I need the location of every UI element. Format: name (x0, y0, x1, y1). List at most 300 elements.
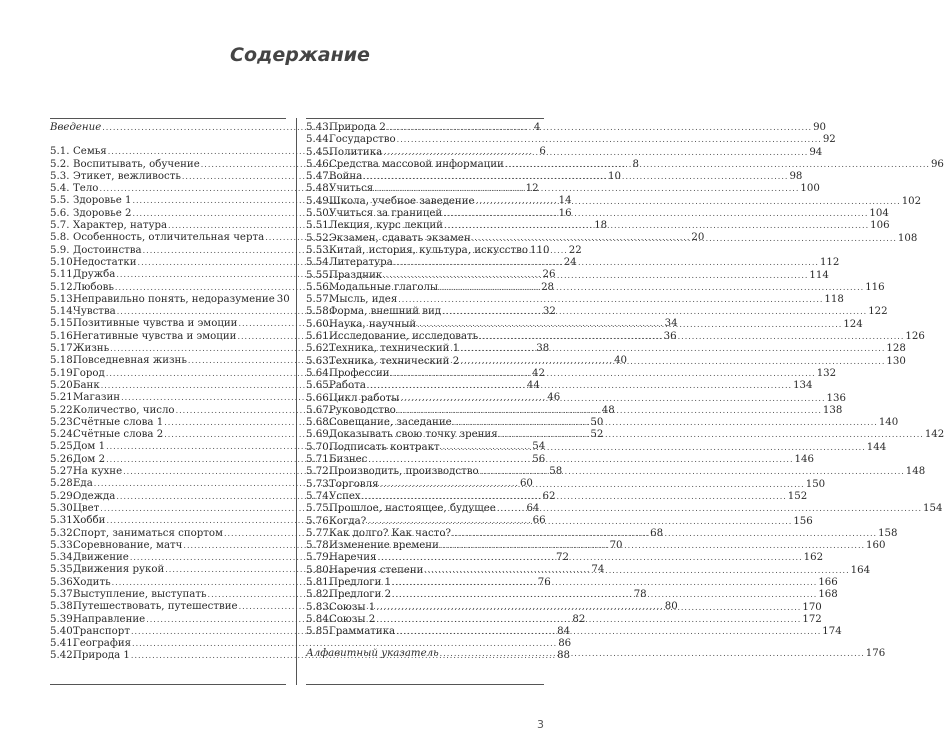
toc-entry-number: 5.21. (50, 392, 76, 404)
toc-entry-title: Банк (73, 379, 100, 391)
toc-entry-number: 5.6. (50, 207, 70, 219)
toc-entry-page: 28 (541, 281, 555, 293)
toc-entry-number: 5.80. (306, 564, 332, 576)
toc-entry-page: 104 (869, 208, 889, 220)
toc-entry-number: 5.73. (306, 478, 332, 490)
toc-entry-title: Наречия (329, 552, 377, 564)
toc-entry-number: 5.61. (306, 331, 332, 343)
toc-entry-page: 94 (809, 146, 823, 158)
toc-entry-title: Счётные слова 1 (73, 416, 164, 428)
toc-entry-page: 96 (930, 158, 944, 170)
toc-leader-dots (397, 134, 822, 146)
toc-entry-title: Любовь (73, 281, 114, 293)
toc-entry-title: Учиться (329, 183, 374, 195)
toc-entry-title: Экзамен, сдавать экзамен (329, 232, 471, 244)
toc-entry-title: Союзы 1 (329, 601, 376, 613)
toc-entry-page: 6 (539, 146, 546, 158)
toc-leader-dots (443, 208, 868, 220)
toc-entry[interactable] (306, 183, 820, 195)
toc-leader-dots (497, 503, 922, 515)
toc-entry-page: 92 (822, 134, 836, 146)
toc-entry-number: 5.67. (306, 404, 332, 416)
toc-entry-number: 5.48. (306, 183, 332, 195)
toc-entry-number: 5.19. (50, 367, 76, 379)
toc-entry[interactable] (306, 503, 943, 515)
toc-entry-page: 128 (886, 343, 906, 355)
toc-entry-page: 58 (549, 466, 563, 478)
toc-entry-page: 158 (878, 527, 898, 539)
toc-entry-page: 26 (542, 269, 556, 281)
toc-entry-page: 176 (865, 648, 886, 660)
toc-leader-dots (444, 220, 869, 232)
toc-entry-number: 5.33. (50, 539, 76, 551)
toc-entry-number: 5.57. (306, 294, 332, 306)
toc-entry-page: 98 (789, 171, 803, 183)
toc-leader-dots (392, 577, 817, 589)
toc-entry-page: 164 (850, 564, 871, 576)
toc-entry-title: Лекция, курс лекций (329, 220, 443, 232)
toc-entry-number: 5.5. (50, 195, 70, 207)
toc-entry-title: Предлоги 1 (329, 576, 392, 588)
toc-leader-dots (367, 380, 792, 392)
toc-entry-title: Движения рукой (73, 564, 165, 576)
toc-entry-title: Торговля (329, 478, 379, 490)
toc-entry-page: 138 (822, 404, 843, 416)
left-bottom-rule (50, 684, 286, 685)
toc-entry-number: 5.63. (306, 355, 332, 367)
toc-entry-number: 5.28. (50, 478, 76, 490)
toc-entry-page: 56 (532, 453, 546, 465)
toc-entry-page: 84 (557, 625, 571, 637)
toc-entry-number: 5.52. (306, 232, 332, 244)
toc-entry[interactable] (306, 367, 837, 380)
toc-entry-title: Выступление, выступать (73, 588, 207, 600)
toc-entry-page: 76 (537, 576, 551, 588)
toc-leader-dots (376, 614, 801, 626)
toc-entry-number: 5.29. (50, 490, 76, 502)
toc-entry-number: 5.32. (50, 527, 76, 539)
toc-entry-number: 5.44. (306, 134, 332, 146)
toc-entry-page: 100 (800, 183, 820, 195)
toc-entry-title: Еда (73, 478, 93, 490)
toc-entry-page: 130 (886, 355, 906, 367)
toc-entry-page: 106 (870, 220, 890, 232)
toc-entry-title: Достоинства (73, 244, 142, 256)
toc-entry-title: Этикет, вежливость (73, 170, 181, 182)
toc-entry-title: На кухне (73, 466, 123, 478)
toc-leader-dots (396, 626, 821, 638)
toc-entry-title: Здоровье 2 (73, 207, 132, 219)
toc-leader-dots (479, 331, 904, 343)
toc-entry-title: Подписать контракт (329, 441, 440, 453)
toc-entry-number: 5.76. (306, 515, 332, 527)
toc-entry-title: Повседневная жизнь (73, 355, 187, 367)
toc-entry-number: 5.51. (306, 220, 332, 232)
toc-entry-page: 32 (542, 306, 556, 318)
toc-leader-dots (505, 159, 930, 171)
toc-entry-number: 5.1. (50, 146, 70, 158)
toc-entry-page: 152 (787, 490, 808, 502)
toc-leader-dots (439, 282, 864, 294)
toc-entry-page: 50 (590, 416, 604, 428)
toc-entry-title: Работа (329, 380, 366, 392)
toc-entry-title: Негативные чувства и эмоции (73, 330, 237, 342)
toc-entry-page: 52 (590, 429, 604, 441)
toc-entry[interactable] (306, 441, 887, 454)
toc-entry[interactable] (50, 638, 572, 650)
toc-entry-number: 5.42. (50, 650, 76, 662)
toc-entry-number: 5.15. (50, 318, 76, 330)
toc-entry-page: 48 (601, 404, 615, 416)
toc-entry-number: 5.9. (50, 244, 70, 256)
toc-leader-dots (392, 589, 817, 601)
toc-entry-title: Предлоги 2 (329, 589, 392, 601)
toc-entry-page: 80 (664, 601, 678, 613)
toc-entry-title: Производить, производство (329, 466, 479, 478)
toc-entry-title: Жизнь (73, 343, 110, 355)
toc-entry-title: Позитивные чувства и эмоции (73, 318, 238, 330)
toc-leader-dots (368, 454, 793, 466)
toc-entry-number: 5.79. (306, 552, 332, 564)
toc-leader-dots (383, 270, 808, 282)
toc-entry-number: 5.34. (50, 552, 76, 564)
toc-leader-dots (417, 319, 842, 331)
toc-entry-page: 22 (568, 244, 582, 256)
toc-entry-title: Цвет (73, 502, 100, 514)
toc-entry[interactable] (306, 244, 550, 257)
toc-leader-dots (460, 356, 885, 368)
toc-leader-dots (460, 343, 885, 355)
toc-entry[interactable] (306, 122, 827, 134)
toc-entry-page: 126 (905, 331, 925, 343)
toc-entry-number: 5.2. (50, 158, 70, 170)
toc-entry-page: 62 (542, 490, 556, 502)
toc-entry-title: Изменение времени (329, 540, 439, 552)
toc-entry-number: 5.37. (50, 588, 76, 600)
toc-entry-title: Совещание, заседание (329, 417, 452, 429)
toc-entry-title: Город (73, 367, 105, 379)
toc-entry-title: Когда? (329, 515, 367, 527)
toc-entry-number: 5.64. (306, 367, 332, 379)
toc-entry-number: 5.4. (50, 183, 70, 195)
toc-entry-number: 5.58. (306, 306, 332, 318)
toc-entry-page: 8 (632, 158, 639, 170)
page-title: Содержание (230, 44, 370, 66)
toc-entry-number: 5.65. (306, 380, 332, 392)
toc-entry-title: Спорт, заниматься спортом (73, 527, 223, 539)
toc-entry-page: 30 (276, 293, 290, 305)
toc-entry-page: 114 (809, 269, 829, 281)
toc-entry-title: Союзы 2 (329, 613, 376, 625)
toc-entry-title: Соревнование, матч (73, 539, 183, 551)
toc-entry-title: Ходить (73, 576, 111, 588)
toc-entry-number: 5.81. (306, 576, 332, 588)
toc-entry-number: 5.25. (50, 441, 76, 453)
toc-entry-page: 134 (793, 380, 813, 392)
toc-entry-page: 74 (591, 564, 605, 576)
toc-entry-number: 5.20. (50, 379, 76, 391)
toc-entry-page: 60 (519, 478, 533, 490)
toc-entry-title: Профессии (329, 367, 390, 379)
toc-entry-title: Литература (329, 257, 393, 269)
toc-leader-dots (499, 429, 924, 441)
toc-entry-number: 5.16. (50, 330, 76, 342)
right-top-rule (306, 118, 544, 119)
toc-entry-number: 5.10. (50, 256, 76, 268)
toc-leader-dots (440, 540, 865, 552)
toc-leader-dots (453, 417, 878, 429)
toc-entry-page: 44 (526, 379, 540, 391)
toc-entry-number: 5.7. (50, 220, 70, 232)
page-number: 3 (537, 718, 544, 731)
toc-entry-title: Политика (329, 146, 383, 158)
toc-entry-title: Война (329, 171, 363, 183)
toc-entry-number: 5.50. (306, 208, 332, 220)
toc-leader-dots (440, 648, 865, 660)
toc-entry-page: 68 (650, 527, 664, 539)
toc-entry-title: Недостатки (73, 256, 137, 268)
toc-entry-number: 5.24. (50, 429, 76, 441)
toc-entry-title: Тело (73, 183, 99, 195)
toc-entry-number: 5.38. (50, 601, 76, 613)
toc-entry-number: 5.77. (306, 527, 332, 539)
toc-entry-page: 10 (608, 170, 622, 182)
toc-entry-number: 5.47. (306, 171, 332, 183)
toc-leader-dots (442, 306, 867, 318)
toc-entry-title: Транспорт (73, 625, 130, 637)
toc-entry-title: Алфавитный указатель (306, 648, 439, 660)
toc-entry-number: 5.36. (50, 576, 76, 588)
toc-leader-dots (377, 552, 802, 564)
toc-entry[interactable] (306, 343, 906, 355)
toc-entry-number: 5.70. (306, 441, 332, 453)
toc-entry[interactable] (306, 158, 944, 171)
toc-entry-title: Неправильно понять, недоразумение (73, 293, 275, 305)
toc-entry-title: Введение (50, 122, 102, 133)
toc-entry-page: 40 (614, 355, 628, 367)
toc-entry-title: Наука, научный (329, 318, 417, 330)
toc-entry-title: Счётные слова 2 (73, 429, 164, 441)
toc-entry-page: 150 (805, 478, 826, 490)
toc-leader-dots (397, 405, 822, 417)
toc-leader-dots (376, 602, 801, 614)
toc-entry-title: Природа 2 (329, 122, 386, 133)
toc-entry-number: 5.62. (306, 343, 332, 355)
toc-entry-page: 18 (594, 220, 608, 232)
toc-entry-title: Движение (73, 552, 129, 564)
toc-entry-number: 5.18. (50, 355, 76, 367)
toc-entry-page: 46 (547, 392, 561, 404)
toc-entry-title: Праздник (329, 269, 383, 281)
toc-entry-title: Руководство (329, 404, 396, 416)
toc-entry-title: Дом 2 (73, 453, 106, 465)
toc-entry-page: 132 (816, 367, 837, 379)
toc-entry-title: Успех (329, 490, 361, 502)
toc-entry-number: 5.31. (50, 515, 76, 527)
toc-entry-number: 5.66. (306, 392, 332, 404)
toc-entry-number: 5.56. (306, 281, 332, 293)
toc-entry-title: Воспитывать, обучение (73, 158, 200, 170)
toc-entry-title: Чувства (73, 306, 116, 318)
toc-entry-number: 5.49. (306, 195, 332, 207)
toc-entry-page: 142 (924, 429, 944, 441)
toc-entry-number: 5.71. (306, 454, 332, 466)
toc-entry-page: 64 (526, 502, 540, 514)
toc-entry-title: Направление (73, 613, 146, 625)
toc-leader-dots (441, 442, 866, 454)
toc-entry-number: 5.45. (306, 146, 332, 158)
toc-entry-page: 72 (555, 552, 569, 564)
toc-leader-dots (363, 171, 788, 183)
toc-entry-page: 16 (558, 207, 572, 219)
toc-entry-title: Грамматика (329, 626, 396, 638)
toc-entry-number: 5.75. (306, 503, 332, 515)
toc-entry-page: 110 (530, 244, 550, 256)
toc-leader-dots (391, 368, 816, 380)
toc-entry-page: 146 (794, 454, 814, 466)
toc-entry[interactable] (306, 134, 836, 146)
toc-entry-number: 5.12. (50, 281, 76, 293)
toc-entry-page: 4 (533, 122, 541, 133)
toc-entry-page: 140 (878, 417, 899, 429)
toc-entry-number: 5.27. (50, 466, 76, 478)
toc-entry-page: 102 (901, 195, 922, 207)
toc-leader-dots (476, 196, 901, 208)
toc-entry-title: Особенность, отличительная черта (73, 232, 265, 244)
toc-entry-title: Путешествовать, путешествие (73, 601, 238, 613)
toc-entry-number: 5.69. (306, 429, 332, 441)
toc-entry-number: 5.3. (50, 170, 70, 182)
toc-entry-page: 82 (572, 613, 586, 625)
toc-entry-number: 5.13. (50, 293, 76, 305)
toc-entry-title: Природа 1 (73, 650, 130, 662)
toc-entry-page: 166 (818, 576, 838, 588)
toc-entry-page: 38 (536, 343, 550, 355)
toc-entry-title: Бизнес (329, 454, 368, 466)
toc-entry-title: Дружба (73, 269, 116, 281)
toc-leader-dots (480, 466, 905, 478)
toc-entry-title: Дом 1 (73, 441, 106, 453)
toc-entry-title: Хобби (73, 515, 106, 527)
toc-entry-title: Цикл работы (329, 392, 400, 404)
toc-entry-page: 34 (664, 318, 678, 330)
toc-entry-title: Семья (73, 146, 107, 158)
toc-leader-dots (472, 233, 897, 245)
toc-entry-title: Учиться за границей (329, 208, 443, 220)
toc-entry-number: 5.39. (50, 613, 76, 625)
toc-entry[interactable] (306, 478, 826, 491)
toc-entry-number: 5.40. (50, 625, 76, 637)
toc-entry-title: Характер, натура (73, 220, 168, 232)
toc-leader-dots (452, 528, 877, 540)
toc-entry-title: Техника, технический 2 (329, 355, 460, 367)
toc-entry-number: 5.72. (306, 466, 332, 478)
toc-entry-page: 124 (843, 318, 863, 330)
toc-leader-dots (362, 491, 787, 503)
toc-entry-title: Государство (329, 134, 396, 146)
toc-entry-page: 54 (532, 441, 546, 453)
toc-entry-number: 5.85. (306, 626, 332, 638)
toc-entry[interactable] (306, 380, 813, 392)
toc-entry-page: 148 (905, 466, 926, 478)
right-bottom-rule (306, 684, 544, 685)
toc-entry-page: 108 (897, 232, 918, 244)
toc-entry-title: Одежда (73, 490, 116, 502)
toc-leader-dots (400, 393, 825, 405)
toc-entry[interactable] (306, 146, 823, 159)
toc-entry-title: География (73, 638, 132, 650)
toc-entry-page: 174 (822, 626, 842, 638)
toc-leader-dots (383, 147, 808, 159)
toc-entry-page: 156 (793, 515, 813, 527)
toc-entry-page: 86 (558, 638, 572, 650)
toc-entry-page: 24 (563, 256, 577, 268)
toc-entry-page: 122 (868, 306, 888, 318)
toc-entry-title: Мысль, идея (329, 294, 398, 306)
toc-entry-page: 42 (531, 367, 545, 379)
toc-entry-number: 5.43. (306, 122, 332, 133)
toc-entry-number: 5.41. (50, 638, 76, 650)
toc-entry-title: Здоровье 1 (73, 195, 132, 207)
toc-entry-page: 144 (866, 441, 887, 453)
toc-entry-page: 36 (663, 330, 677, 342)
toc-entry-number: 5.22. (50, 404, 76, 416)
toc-entry-page: 90 (813, 122, 827, 133)
toc-entry-title: Форма, внешний вид (329, 306, 442, 318)
toc-entry-page: 162 (803, 552, 824, 564)
toc-entry-number: 5.68. (306, 417, 332, 429)
toc-entry-title: Наречия степени (329, 564, 424, 576)
toc-entry-page: 116 (865, 281, 885, 293)
toc-entry-number: 5.74. (306, 490, 332, 502)
toc-entry[interactable] (50, 293, 290, 306)
toc-leader-dots (367, 516, 792, 528)
toc-entry-number: 5.35. (50, 564, 76, 576)
toc-entry-number: 5.11. (50, 269, 76, 281)
toc-entry-title: Исследование, исследовать (329, 331, 479, 343)
toc-entry-number: 5.14. (50, 306, 76, 318)
toc-entry-number: 5.54. (306, 257, 332, 269)
toc-entry-page: 14 (558, 195, 572, 207)
toc-entry-title: Школа, учебное заведение (329, 195, 475, 207)
toc-entry-page: 172 (802, 613, 822, 625)
toc-entry-number: 5.46. (306, 158, 332, 170)
toc-entry-title: Доказывать свою точку зрения (329, 429, 498, 441)
toc-entry-page: 88 (557, 650, 571, 662)
toc-entry-title: Как долго? Как часто? (329, 527, 451, 539)
toc-leader-dots (398, 294, 823, 306)
toc-leader-dots (424, 565, 849, 577)
toc-entry-page: 118 (824, 294, 844, 306)
toc-entry-title: Прошлое, настоящее, будущее (329, 503, 496, 515)
toc-leader-dots (394, 257, 819, 269)
toc-entry[interactable] (306, 515, 813, 528)
toc-entry-page: 12 (525, 183, 539, 195)
toc-entry-page: 168 (818, 589, 838, 601)
toc-leader-dots (374, 183, 799, 195)
toc-entry-number: 5.17. (50, 343, 76, 355)
toc-entry-title: Средства массовой информации (329, 158, 504, 170)
toc-entry[interactable] (306, 294, 844, 306)
toc-entry-page: 170 (802, 601, 822, 613)
toc-entry-page: 112 (819, 257, 840, 269)
toc-entry-title: Техника, технический 1 (329, 343, 460, 355)
toc-entry-number: 5.53. (306, 244, 332, 256)
toc-entry-title: Модальные глаголы (329, 281, 439, 293)
toc-entry-page: 66 (532, 515, 546, 527)
toc-entry[interactable] (306, 454, 814, 466)
toc-leader-dots (387, 122, 812, 134)
